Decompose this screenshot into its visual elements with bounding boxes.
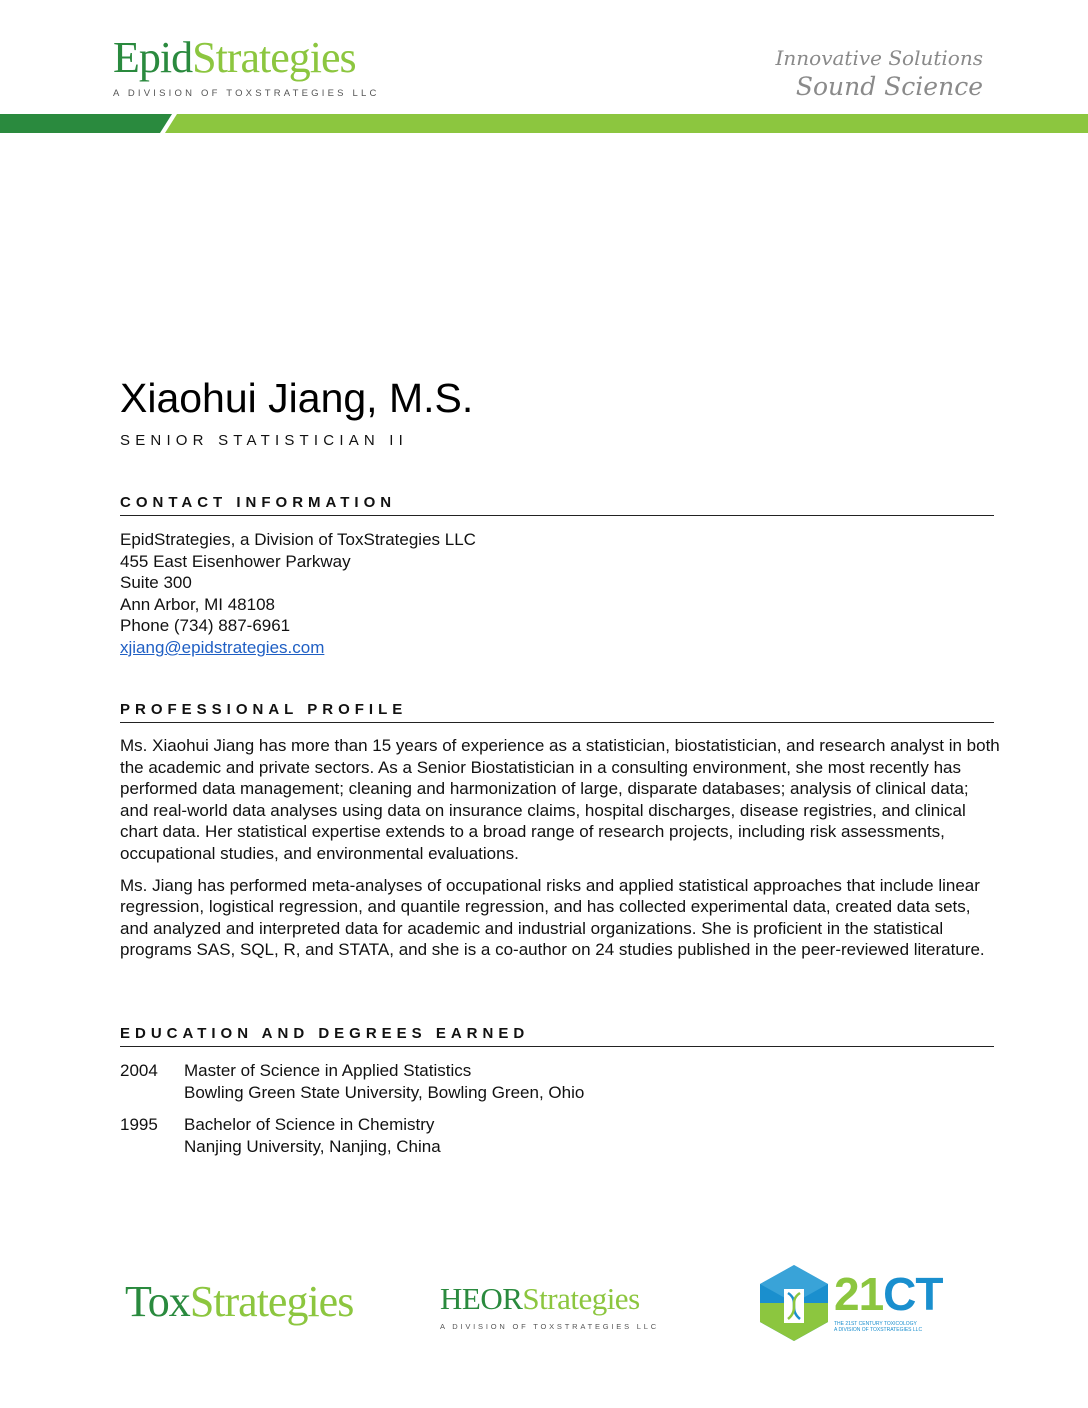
hexagon-dna-icon — [758, 1263, 830, 1343]
education-entry — [120, 1060, 584, 1103]
tagline-line-2: Sound Science — [795, 72, 983, 101]
tox-logo-part-1: Tox — [125, 1277, 190, 1326]
education-heading: EDUCATION AND DEGREES EARNED — [120, 1025, 994, 1047]
tox-logo-part-2: Strategies — [189, 1277, 354, 1326]
person-title: SENIOR STATISTICIAN II — [120, 432, 409, 449]
heorstrategies-logo — [440, 1283, 659, 1331]
21ct-letters: CT — [883, 1268, 943, 1320]
contact-city: Ann Arbor, MI 48108 — [120, 594, 275, 614]
person-name: Xiaohui Jiang, M.S. — [120, 375, 474, 421]
contact-street: 455 East Eisenhower Parkway — [120, 551, 351, 571]
21ct-logo — [758, 1263, 958, 1343]
toxstrategies-logo — [125, 1277, 354, 1326]
21ct-tagline — [834, 1321, 922, 1333]
education-degree: Master of Science in Applied Statistics — [184, 1061, 472, 1080]
contact-block — [120, 529, 476, 659]
education-year: 1995 — [120, 1115, 158, 1135]
education-entry — [120, 1114, 584, 1157]
profile-body — [120, 735, 1000, 971]
education-school: Bowling Green State University, Bowling Green, Ohio — [184, 1082, 585, 1102]
epidstrategies-wordmark — [113, 33, 380, 82]
21ct-wordmark — [834, 1268, 943, 1320]
profile-paragraph: Ms. Xiaohui Jiang has more than 15 years of experience as a statistician, biostatistician, and research analyst in both the academic and private sectors. As a Senior Biostatistician in a consulting environment, she most recently has performed data management; cleaning and harmonization of large, disparate databases; analysis of clinical data; and real-world data analyses using data on insurance claims, hospital discharges, disease registries, and clinical chart data. Her statistical expertise extends to a broad range of research projects, including risk assessments, occupational studies, and environmental evaluations. — [120, 736, 1000, 863]
contact-phone: Phone (734) 887-6961 — [120, 616, 291, 636]
education-degree: Bachelor of Science in Chemistry — [184, 1115, 435, 1135]
logo-part-strategies: Strategies — [192, 33, 356, 82]
tagline — [776, 45, 984, 103]
heor-logo-part-2: Strategies — [522, 1281, 640, 1316]
tagline-line-1: Innovative Solutions — [775, 46, 983, 70]
21ct-tagline-2: A DIVISION OF TOXSTRATEGIES LLC — [834, 1327, 923, 1333]
education-year: 2004 — [120, 1061, 158, 1080]
profile-paragraph: Ms. Jiang has performed meta-analyses of occupational risks and applied statistical approaches that include linear regression, logistical regression, and quantile regression, and has collected experimental data, created data sets, and analyzed and interpreted data for academic and industrial organizations. She is proficient in the statistical programs SAS, SQL, R, and STATA, and she is a co-author on 24 studies published in the peer-reviewed literature. — [120, 875, 985, 960]
heor-logo-part-1: HEOR — [440, 1281, 523, 1316]
contact-company: EpidStrategies, a Division of ToxStrategies LLC — [120, 530, 476, 549]
header-color-band — [0, 114, 1088, 133]
education-school: Nanjing University, Nanjing, China — [184, 1136, 441, 1156]
profile-heading: PROFESSIONAL PROFILE — [120, 701, 994, 723]
epidstrategies-logo — [113, 33, 380, 99]
education-list — [120, 1060, 584, 1168]
contact-suite: Suite 300 — [120, 573, 192, 593]
logo-part-epid: Epid — [113, 33, 193, 82]
logo-division-text: A DIVISION OF TOXSTRATEGIES LLC — [113, 88, 380, 99]
band-dark-segment — [0, 114, 172, 133]
21ct-tagline-1: THE 21ST CENTURY TOXICOLOGY — [834, 1321, 917, 1327]
email-link[interactable]: xjiang@epidstrategies.com — [120, 637, 325, 657]
heor-division-text: A DIVISION OF TOXSTRATEGIES LLC — [440, 1322, 659, 1331]
contact-heading: CONTACT INFORMATION — [120, 494, 994, 516]
21ct-number: 21 — [834, 1268, 884, 1320]
band-light-segment — [165, 114, 1088, 133]
